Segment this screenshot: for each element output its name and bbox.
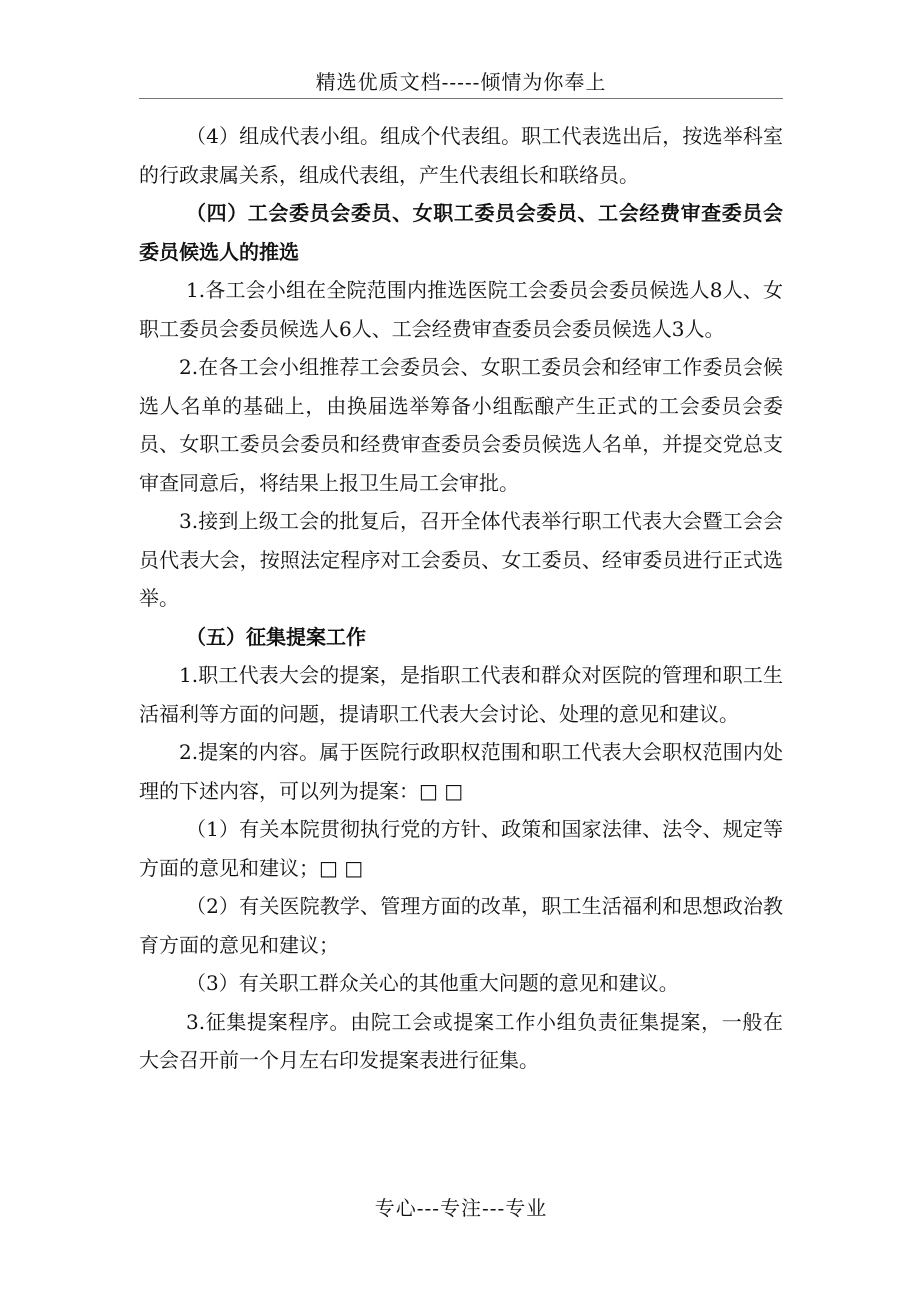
list-item-concerns: （3）有关职工群众关心的其他重大问题的意见和建议。	[186, 971, 679, 995]
paragraph-proposal-procedure: 3.征集提案程序。由院工会或提案工作小组负责征集提案，一般在大会召开前一个月左右印发提案表进行征集。	[139, 1009, 783, 1072]
list-item-reform: （2）有关医院教学、管理方面的改革，职工生活福利和思想政治教育方面的意见和建议；	[139, 894, 783, 957]
list-item-policy: （1）有关本院贯彻执行党的方针、政策和国家法律、法令、规定等方面的意见和建议；□ □	[139, 817, 783, 880]
section-heading-proposals: （五）征集提案工作	[186, 624, 366, 649]
paragraph-group-formation: （4）组成代表小组。组成个代表组。职工代表选出后，按选举科室的行政隶属关系，组成代表组，产生代表组长和联络员。	[139, 124, 783, 187]
paragraph-candidate-list: 2.在各工会小组推荐工会委员会、女职工委员会和经审工作委员会候选人名单的基础上，由换届选举筹备小组酝酿产生正式的工会委员会委员、女职工委员会委员和经费审查委员会委员候选人名单，并提交党总支审查同意后，将结果上报卫生局工会审批。	[139, 355, 783, 495]
document-body	[139, 117, 783, 1080]
paragraph-proposal-definition: 1.职工代表大会的提案，是指职工代表和群众对医院的管理和职工生活福利等方面的问题，提请职工代表大会讨论、处理的意见和建议。	[139, 663, 783, 726]
paragraph-proposal-content: 2.提案的内容。属于医院行政职权范围和职工代表大会职权范围内处理的下述内容，可以列为提案：□ □	[139, 740, 783, 803]
paragraph-candidate-quota: 1.各工会小组在全院范围内推选医院工会委员会委员候选人8人、女职工委员会委员候选人6人、工会经费审查委员会委员候选人3人。	[139, 278, 783, 341]
paragraph-formal-election: 3.接到上级工会的批复后，召开全体代表举行职工代表大会暨工会会员代表大会，按照法定程序对工会委员、女工委员、经审委员进行正式选举。	[139, 509, 783, 610]
page-footer: 专心---专注---专业	[374, 1196, 548, 1220]
section-heading-candidates: （四）工会委员会委员、女职工委员会委员、工会经费审查委员会委员候选人的推选	[139, 201, 783, 264]
page-header: 精选优质文档-----倾情为你奉上	[139, 66, 783, 99]
